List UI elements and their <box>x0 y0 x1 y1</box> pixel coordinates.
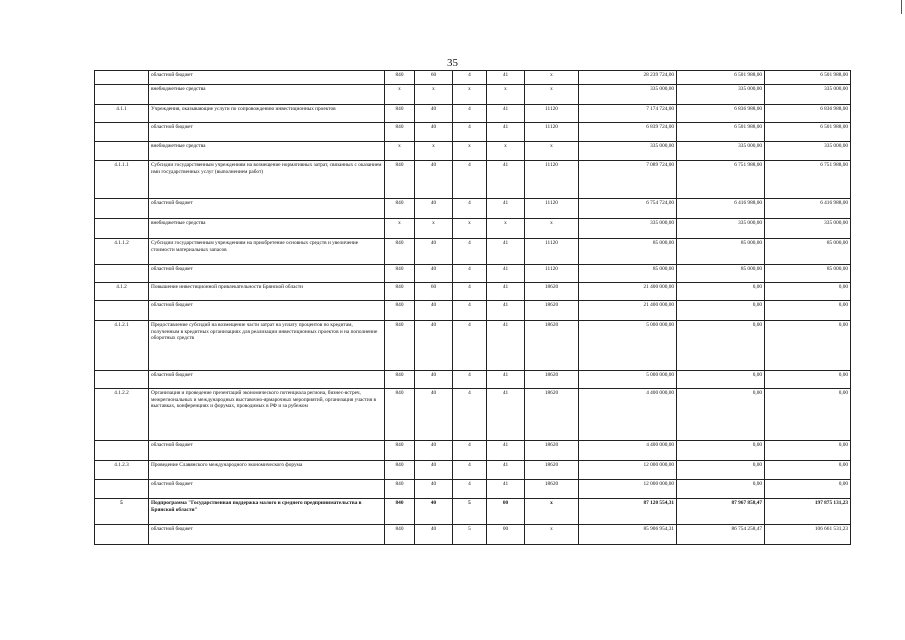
row-c3: x <box>453 142 487 161</box>
row-c5: x <box>525 85 579 105</box>
table-row <box>95 123 851 142</box>
row-c2: 40 <box>415 499 453 525</box>
row-c5: 18620 <box>525 389 579 441</box>
row-c2: 40 <box>415 123 453 142</box>
row-c1: 840 <box>385 480 415 499</box>
row-v3: 6 501 988,00 <box>765 123 851 142</box>
row-v1: 85 000,00 <box>579 239 677 265</box>
row-code <box>95 199 149 219</box>
row-v1: 6 839 724,00 <box>579 123 677 142</box>
row-name: областной бюджет <box>149 441 385 461</box>
row-v2: 0,00 <box>677 301 765 321</box>
row-c5: 18620 <box>525 283 579 301</box>
table-row <box>95 321 851 371</box>
row-c4: 41 <box>487 389 525 441</box>
table-row <box>95 71 851 85</box>
row-c5: 18620 <box>525 321 579 371</box>
row-c4: 41 <box>487 480 525 499</box>
row-c5: 18620 <box>525 441 579 461</box>
row-v2: 6 751 988,00 <box>677 161 765 199</box>
row-v3: 0,00 <box>765 301 851 321</box>
row-c5: 18620 <box>525 371 579 389</box>
row-c4: 41 <box>487 239 525 265</box>
table-row <box>95 499 851 525</box>
table-row <box>95 142 851 161</box>
row-c3: 4 <box>453 371 487 389</box>
row-c5: x <box>525 499 579 525</box>
row-v3: 0,00 <box>765 389 851 441</box>
row-v2: 85 000,00 <box>677 239 765 265</box>
row-c4: 41 <box>487 71 525 85</box>
row-v1: 87 120 554,31 <box>579 499 677 525</box>
row-v1: 6 754 724,00 <box>579 199 677 219</box>
row-c1: 840 <box>385 321 415 371</box>
row-v3: 0,00 <box>765 321 851 371</box>
row-c2: 40 <box>415 301 453 321</box>
row-v2: 0,00 <box>677 441 765 461</box>
row-v1: 335 000,00 <box>579 85 677 105</box>
row-c1: 840 <box>385 123 415 142</box>
row-c4: x <box>487 142 525 161</box>
row-v2: 85 000,00 <box>677 265 765 283</box>
table-row <box>95 371 851 389</box>
row-code <box>95 480 149 499</box>
row-c3: 4 <box>453 265 487 283</box>
row-v3: 6 501 988,00 <box>765 71 851 85</box>
row-v1: 5 000 000,00 <box>579 321 677 371</box>
table-row <box>95 283 851 301</box>
row-c3: 4 <box>453 301 487 321</box>
row-v3: 6 836 988,00 <box>765 105 851 123</box>
row-c1: 840 <box>385 389 415 441</box>
row-v1: 335 000,00 <box>579 142 677 161</box>
row-v1: 85 906 954,31 <box>579 525 677 545</box>
row-c4: 41 <box>487 283 525 301</box>
row-c5: x <box>525 142 579 161</box>
row-c3: 5 <box>453 525 487 545</box>
row-v1: 5 000 000,00 <box>579 371 677 389</box>
row-v2: 87 967 858,47 <box>677 499 765 525</box>
row-c5: 18620 <box>525 461 579 480</box>
row-c4: 41 <box>487 371 525 389</box>
row-c4: 00 <box>487 499 525 525</box>
row-code: 4.1.2.3 <box>95 461 149 480</box>
row-c2: x <box>415 142 453 161</box>
row-name: внебюджетные средства <box>149 219 385 239</box>
row-c2: 40 <box>415 525 453 545</box>
row-v1: 85 000,00 <box>579 265 677 283</box>
row-c4: 41 <box>487 265 525 283</box>
row-c2: x <box>415 85 453 105</box>
row-name: областной бюджет <box>149 265 385 283</box>
row-v1: 7 174 724,00 <box>579 105 677 123</box>
row-c1: 840 <box>385 71 415 85</box>
row-v1: 335 000,00 <box>579 219 677 239</box>
row-code: 4.1.2 <box>95 283 149 301</box>
row-c4: 41 <box>487 161 525 199</box>
row-code <box>95 85 149 105</box>
row-v2: 6 501 988,00 <box>677 123 765 142</box>
row-name: Повышение инвестиционной привлекательности Брянской области <box>149 283 385 301</box>
row-c2: 40 <box>415 389 453 441</box>
row-c3: 4 <box>453 321 487 371</box>
row-v3: 85 000,00 <box>765 239 851 265</box>
row-code <box>95 265 149 283</box>
row-name: Подпрограмма "Государственная поддержка малого и среднего предпринимательства в Брянской области" <box>149 499 385 525</box>
table-row <box>95 480 851 499</box>
table-row <box>95 219 851 239</box>
row-v1: 21 400 000,00 <box>579 301 677 321</box>
row-name: Субсидии государственным учреждениям на возмещение нормативных затрат, связанных с оказанием ими государственных услуг (выполнением работ) <box>149 161 385 199</box>
row-v2: 0,00 <box>677 480 765 499</box>
row-v3: 0,00 <box>765 461 851 480</box>
row-c1: x <box>385 142 415 161</box>
row-code <box>95 142 149 161</box>
row-c3: 5 <box>453 499 487 525</box>
row-c5: x <box>525 71 579 85</box>
row-c2: 60 <box>415 283 453 301</box>
row-c5: x <box>525 219 579 239</box>
row-v2: 6 501 988,00 <box>677 71 765 85</box>
row-v2: 0,00 <box>677 461 765 480</box>
budget-table <box>94 70 851 545</box>
row-v3: 106 661 531,23 <box>765 525 851 545</box>
row-c2: x <box>415 219 453 239</box>
row-name: Субсидии государственным учреждениям на приобретение основных средств и увеличение стоимости материальных запасов <box>149 239 385 265</box>
row-c3: 4 <box>453 389 487 441</box>
row-v2: 6 836 988,00 <box>677 105 765 123</box>
row-v1: 21 400 000,00 <box>579 283 677 301</box>
row-c4: 41 <box>487 441 525 461</box>
row-v3: 0,00 <box>765 480 851 499</box>
table-row <box>95 105 851 123</box>
row-name: Учреждения, оказывающие услуги по сопровождению инвестиционных проектов <box>149 105 385 123</box>
row-c2: 40 <box>415 441 453 461</box>
row-c4: 41 <box>487 123 525 142</box>
table-row <box>95 161 851 199</box>
row-c2: 40 <box>415 461 453 480</box>
row-c3: 4 <box>453 441 487 461</box>
row-name: областной бюджет <box>149 123 385 142</box>
row-v2: 86 754 258,47 <box>677 525 765 545</box>
row-c4: 41 <box>487 321 525 371</box>
row-name: областной бюджет <box>149 71 385 85</box>
table-row <box>95 441 851 461</box>
row-code <box>95 219 149 239</box>
row-v3: 335 000,00 <box>765 142 851 161</box>
table-row <box>95 461 851 480</box>
row-c4: x <box>487 85 525 105</box>
row-c1: 840 <box>385 461 415 480</box>
row-c2: 40 <box>415 105 453 123</box>
row-c1: 840 <box>385 283 415 301</box>
row-c1: 840 <box>385 371 415 389</box>
row-c3: 4 <box>453 161 487 199</box>
row-code: 4.1.1.2 <box>95 239 149 265</box>
row-v3: 197 875 131,23 <box>765 499 851 525</box>
row-c3: 4 <box>453 199 487 219</box>
row-v1: 12 000 000,00 <box>579 461 677 480</box>
row-name: Проведение Славянского международного экономического форума <box>149 461 385 480</box>
row-v3: 335 000,00 <box>765 85 851 105</box>
table-row <box>95 389 851 441</box>
row-v3: 0,00 <box>765 283 851 301</box>
row-c3: x <box>453 85 487 105</box>
row-c2: 40 <box>415 265 453 283</box>
row-v2: 335 000,00 <box>677 219 765 239</box>
page-number: 35 <box>447 57 458 69</box>
row-c1: x <box>385 219 415 239</box>
row-name: Организация и проведение презентаций экономического потенциала региона, бизнес-встреч, межрегиональных и международных выставочно-ярмарочных мероприятий, организация участия в выставках, конференциях и форумах, проводимых в РФ и за рубежом <box>149 389 385 441</box>
row-c2: 40 <box>415 480 453 499</box>
row-c3: 4 <box>453 480 487 499</box>
table-row <box>95 265 851 283</box>
row-c3: 4 <box>453 105 487 123</box>
row-c2: 40 <box>415 371 453 389</box>
table-row <box>95 301 851 321</box>
row-c3: 4 <box>453 461 487 480</box>
row-name: Предоставление субсидий на возмещение части затрат на уплату процентов по кредитам, полученным в кредитных организациях для реализации инвестиционных проектов и на пополнение оборотных средств <box>149 321 385 371</box>
row-c3: 4 <box>453 283 487 301</box>
row-code: 5 <box>95 499 149 525</box>
row-v3: 0,00 <box>765 371 851 389</box>
row-v2: 0,00 <box>677 283 765 301</box>
row-code <box>95 525 149 545</box>
row-c3: 4 <box>453 71 487 85</box>
row-name: внебюджетные средства <box>149 142 385 161</box>
row-c1: x <box>385 85 415 105</box>
row-c5: 18620 <box>525 480 579 499</box>
row-code <box>95 71 149 85</box>
row-c4: 41 <box>487 461 525 480</box>
row-v2: 6 416 988,00 <box>677 199 765 219</box>
row-c5: 11120 <box>525 239 579 265</box>
row-code <box>95 301 149 321</box>
row-c1: 840 <box>385 301 415 321</box>
row-name: областной бюджет <box>149 525 385 545</box>
row-c1: 840 <box>385 199 415 219</box>
row-c1: 840 <box>385 161 415 199</box>
row-code <box>95 123 149 142</box>
row-v3: 335 000,00 <box>765 219 851 239</box>
row-c2: 40 <box>415 199 453 219</box>
row-c4: 00 <box>487 525 525 545</box>
row-v3: 6 751 988,00 <box>765 161 851 199</box>
row-v3: 6 416 988,00 <box>765 199 851 219</box>
row-v2: 0,00 <box>677 321 765 371</box>
row-name: областной бюджет <box>149 199 385 219</box>
row-c5: x <box>525 525 579 545</box>
row-c4: x <box>487 219 525 239</box>
row-code <box>95 371 149 389</box>
row-v1: 28 239 724,00 <box>579 71 677 85</box>
row-code <box>95 441 149 461</box>
row-c4: 41 <box>487 199 525 219</box>
row-v2: 0,00 <box>677 389 765 441</box>
table-row <box>95 239 851 265</box>
row-c5: 11120 <box>525 105 579 123</box>
row-c1: 840 <box>385 105 415 123</box>
row-c1: 840 <box>385 441 415 461</box>
row-c5: 18620 <box>525 301 579 321</box>
row-c5: 11120 <box>525 265 579 283</box>
scan-edge-mark <box>901 0 902 14</box>
row-c2: 60 <box>415 71 453 85</box>
row-c2: 40 <box>415 239 453 265</box>
row-code: 4.1.1.1 <box>95 161 149 199</box>
row-c4: 41 <box>487 301 525 321</box>
table-row <box>95 525 851 545</box>
row-v1: 4 400 000,00 <box>579 389 677 441</box>
row-c1: 840 <box>385 525 415 545</box>
row-c3: x <box>453 219 487 239</box>
row-v2: 0,00 <box>677 371 765 389</box>
row-c3: 4 <box>453 123 487 142</box>
row-v1: 12 000 000,00 <box>579 480 677 499</box>
row-code: 4.1.2.1 <box>95 321 149 371</box>
row-c2: 40 <box>415 321 453 371</box>
row-c3: 4 <box>453 239 487 265</box>
row-name: внебюджетные средства <box>149 85 385 105</box>
row-c2: 40 <box>415 161 453 199</box>
row-c5: 11120 <box>525 161 579 199</box>
row-c5: 11120 <box>525 123 579 142</box>
table-row <box>95 85 851 105</box>
row-v2: 335 000,00 <box>677 85 765 105</box>
row-v3: 85 000,00 <box>765 265 851 283</box>
row-v2: 335 000,00 <box>677 142 765 161</box>
row-v1: 4 400 000,00 <box>579 441 677 461</box>
table-row <box>95 199 851 219</box>
row-c4: 41 <box>487 105 525 123</box>
row-name: областной бюджет <box>149 480 385 499</box>
row-c5: 11120 <box>525 199 579 219</box>
row-c1: 840 <box>385 239 415 265</box>
row-name: областной бюджет <box>149 371 385 389</box>
row-code: 4.1.1 <box>95 105 149 123</box>
row-c1: 840 <box>385 265 415 283</box>
row-v1: 7 089 724,00 <box>579 161 677 199</box>
row-v3: 0,00 <box>765 441 851 461</box>
row-code: 4.1.2.2 <box>95 389 149 441</box>
row-name: областной бюджет <box>149 301 385 321</box>
row-c1: 840 <box>385 499 415 525</box>
